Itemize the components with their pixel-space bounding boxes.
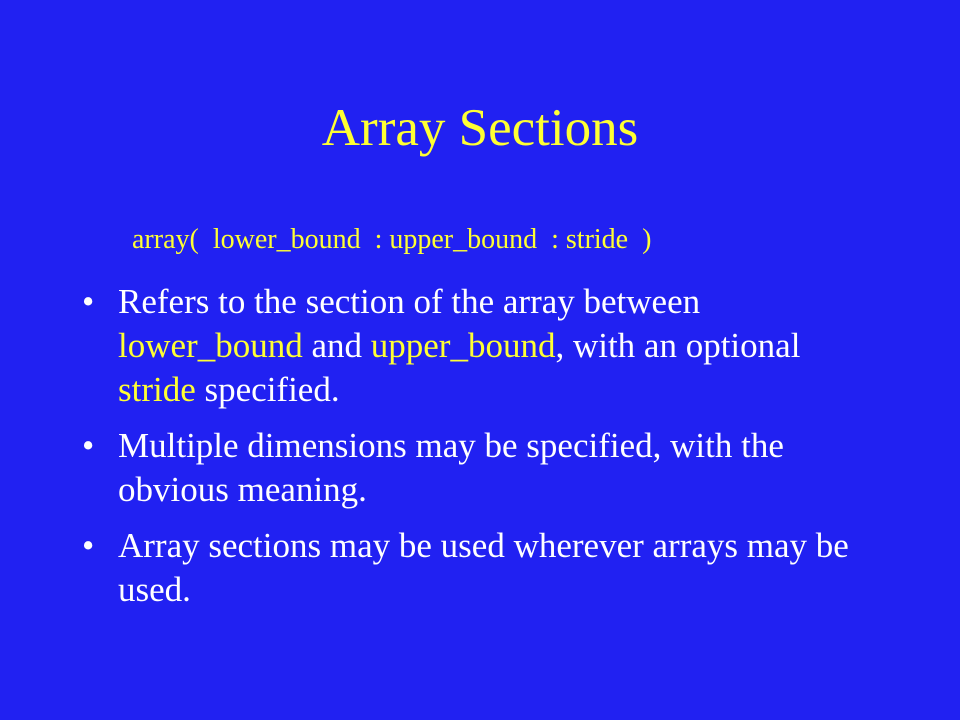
- bullet-text-3: Array sections may be used wherever arrays may be used.: [118, 526, 849, 609]
- bullet-text-2: Multiple dimensions may be specified, with the obvious meaning.: [118, 426, 784, 509]
- highlight-upper-bound: upper_bound: [370, 326, 556, 365]
- bullet-marker: •: [82, 426, 95, 465]
- bullet-marker: •: [82, 526, 95, 565]
- slide-title: Array Sections: [321, 99, 639, 157]
- bullet-item-1: [82, 280, 882, 412]
- syntax-line: array( lower_bound : upper_bound : stride ): [132, 224, 652, 255]
- bullet-item-2: [82, 424, 882, 512]
- bullet-list: [82, 280, 882, 624]
- bullet-1-part-7: specified.: [195, 370, 340, 409]
- bullet-item-3: [82, 524, 882, 612]
- bullet-marker: •: [82, 282, 95, 321]
- bullet-1-part-5: , with an optional: [555, 326, 801, 365]
- highlight-stride: stride: [118, 370, 196, 409]
- bullet-1-part-3: and: [302, 326, 371, 365]
- bullet-text-1: [118, 282, 800, 409]
- bullet-1-part-1: Refers to the section of the array between: [118, 282, 701, 321]
- highlight-lower-bound: lower_bound: [118, 326, 303, 365]
